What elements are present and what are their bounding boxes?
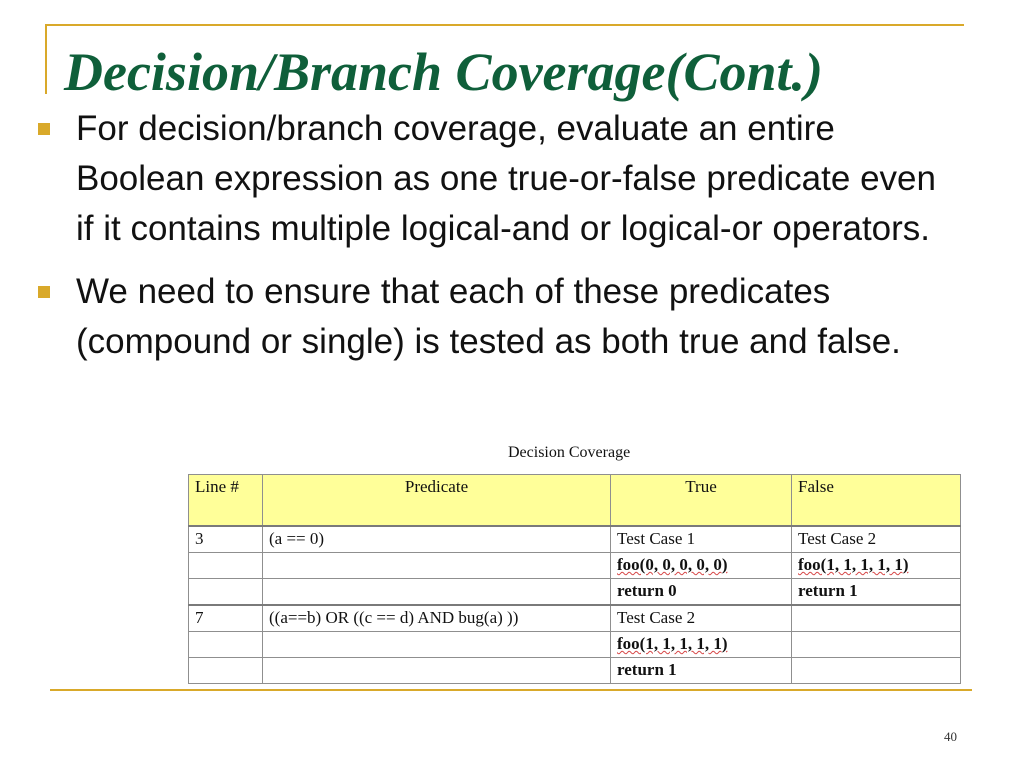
predicate-cell: ((a==b) OR ((c == d) AND bug(a) )) <box>263 605 611 632</box>
false-cell: return 1 <box>792 579 961 606</box>
true-cell <box>611 553 792 579</box>
header-false: False <box>792 475 961 527</box>
top-accent-line <box>45 24 964 26</box>
table-header-row <box>189 475 961 527</box>
left-accent-line <box>45 24 47 94</box>
false-cell <box>792 605 961 632</box>
bullet-item-2 <box>38 267 938 367</box>
square-bullet-icon <box>38 286 50 298</box>
line-number-cell: 3 <box>189 526 263 553</box>
table-row <box>189 526 961 553</box>
predicate-cell <box>263 632 611 658</box>
decision-coverage-table <box>188 474 961 684</box>
false-cell <box>792 658 961 684</box>
bullet-text: We need to ensure that each of these predicates (compound or single) is tested as both true and false. <box>76 272 901 361</box>
predicate-cell <box>263 553 611 579</box>
function-call-text: foo(1, 1, 1, 1, 1) <box>617 634 728 653</box>
header-line-number: Line # <box>189 475 263 527</box>
false-cell <box>792 632 961 658</box>
line-number-cell <box>189 579 263 606</box>
function-call-text: foo(0, 0, 0, 0, 0) <box>617 555 728 574</box>
predicate-cell <box>263 579 611 606</box>
line-number-cell <box>189 553 263 579</box>
true-cell: Test Case 1 <box>611 526 792 553</box>
table-row <box>189 579 961 606</box>
bottom-accent-line <box>50 689 972 691</box>
table-row <box>189 658 961 684</box>
bullet-item-1 <box>38 104 938 254</box>
predicate-cell: (a == 0) <box>263 526 611 553</box>
table-caption: Decision Coverage <box>508 444 631 461</box>
function-call-text: foo(1, 1, 1, 1, 1) <box>798 555 909 574</box>
table-row <box>189 632 961 658</box>
true-cell: Test Case 2 <box>611 605 792 632</box>
true-cell: return 1 <box>611 658 792 684</box>
table-row <box>189 553 961 579</box>
header-predicate: Predicate <box>263 475 611 527</box>
bullet-text: For decision/branch coverage, evaluate an entire Boolean expression as one true-or-false predicate even if it contains multiple logical-and or logical-or operators. <box>76 109 936 248</box>
table-row <box>189 605 961 632</box>
predicate-cell <box>263 658 611 684</box>
page-number: 40 <box>944 729 957 744</box>
line-number-cell <box>189 632 263 658</box>
line-number-cell: 7 <box>189 605 263 632</box>
bullet-list <box>38 104 938 367</box>
true-cell <box>611 632 792 658</box>
true-cell: return 0 <box>611 579 792 606</box>
false-cell <box>792 553 961 579</box>
line-number-cell <box>189 658 263 684</box>
header-true: True <box>611 475 792 527</box>
slide-title: Decision/Branch Coverage(Cont.) <box>64 42 824 102</box>
false-cell: Test Case 2 <box>792 526 961 553</box>
square-bullet-icon <box>38 123 50 135</box>
